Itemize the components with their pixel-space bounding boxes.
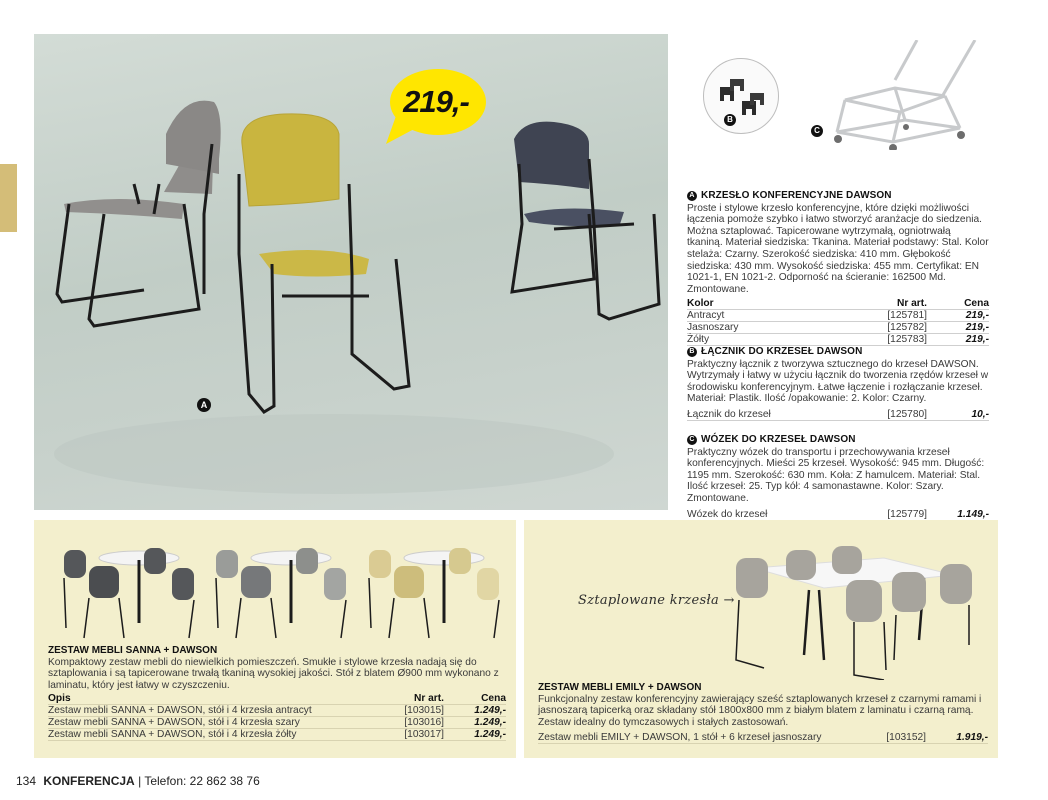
product-description: Praktyczny łącznik z tworzywa sztucznego do krzeseł DAWSON. Wytrzymały i łatwy w użyciu łącznik do tworzenia rzędów krzeseł w środowisku konferencyjnym. Łatwe łączenie i rozłączanie krzeseł. Materiał: Plastik. Ilość /opakowanie: 2. Kolor: Czarny. [687,358,989,405]
chair-anthracite [512,122,659,319]
product-lacznik-dawson [687,346,989,421]
marker-icon-c: C [687,435,697,445]
chair-cart-photo [825,40,995,150]
set-title: ZESTAW MEBLI EMILY + DAWSON [538,682,702,693]
product-description: Praktyczny wózek do transportu i przechowywania krzeseł konferencyjnych. Mieści 25 krzeseł. Wysokość: 945 mm. Długość: 1195 mm. Szerokość: 630 mm. Koła: Z hamulcem. Materiał: Stal. Ilość krzeseł: 25. Typ kół: 4 samonastawne. Kolor: Szary. Zmontowane. [687,446,985,504]
chair-yellow [239,114,409,412]
table-row: Zestaw mebli SANNA + DAWSON, stół i 4 krzesła żółty [103017] 1.249,- [48,729,506,741]
hero-photo-dawson-chairs [34,34,668,510]
stackable-chairs-annotation: Sztaplowane krzesła → [578,593,735,608]
sanna-set-zolty [369,548,499,638]
product-description: Proste i stylowe krzesło konferencyjne, które dzięki możliwości łączenia pomoże szybko i łatwo stworzyć aranżacje do siedzenia. Można sztaplować. Tapicerowane wytrzymałą, ogniotrwałą tkaniną. Materiał siedziska: Tkanina. Materiał podstawy: Stal. Kolor stelaża: Czarny. Szerokość siedziska: 410 mm. Głębokość siedziska: 430 mm. Wysokość siedziska: 455 mm. Certyfikat: EN 1021-1, EN 1021-2. Odporność na ścieranie: 162500 Md. Zmontowane. [687,202,989,295]
table-header: Kolor Nr art. Cena [687,298,989,310]
product-wozek-dawson [687,434,989,521]
section-tab-marker [0,164,17,232]
section-name: KONFERENCJA [43,774,135,788]
product-title: B ŁĄCZNIK DO KRZESEŁ DAWSON [687,346,989,358]
arrow-right-icon: → [723,593,735,608]
set-sanna-text [48,645,506,741]
set-emily-panel [524,520,998,758]
marker-b: B [724,114,736,126]
marker-c: C [811,125,823,137]
price-callout [376,66,496,146]
product-title: C WÓZEK DO KRZESEŁ DAWSON [687,434,989,446]
product-title: A KRZESŁO KONFERENCYJNE DAWSON [687,190,989,202]
marker-icon-b: B [687,347,697,357]
product-krzeslo-dawson [687,190,989,346]
table-header: Opis Nr art. Cena [48,693,506,705]
phone-number: Telefon: 22 862 38 76 [144,774,260,788]
price-callout-value: 219,- [403,84,469,119]
marker-a: A [197,398,211,412]
page-footer [16,774,260,788]
footer-separator: | [138,774,142,788]
set-title: ZESTAW MEBLI SANNA + DAWSON [48,645,218,656]
connector-photo [703,58,779,134]
set-emily-text [538,682,988,744]
table-row: Antracyt [125781] 219,- [687,310,989,322]
page-number: 134 [16,774,37,788]
set-description: Funkcjonalny zestaw konferencyjny zawierający sześć sztaplowanych krzeseł z czarnymi ramami i jasnoszarą tapicerką oraz składany stół 1800x800 mm z białym blatem z laminatu i czarną ramą. Zestaw idealny do tymczasowych i stałych zastosowań. [538,693,982,728]
table-row: Jasnoszary [125782] 219,- [687,322,989,334]
sanna-sets-photo [34,538,516,648]
sanna-set-antracyt [64,548,194,638]
table-row: Zestaw mebli SANNA + DAWSON, stół i 4 krzesła szary [103016] 1.249,- [48,717,506,729]
table-row: Żółty [125783] 219,- [687,334,989,346]
sanna-set-szary [216,548,346,638]
table-row: Zestaw mebli EMILY + DAWSON, 1 stół + 6 krzeseł jasnoszary [103152] 1.919,- [538,732,988,744]
set-description: Kompaktowy zestaw mebli do niewielkich pomieszczeń. Smukłe i stylowe krzesła nadają się do sztaplowania i są tapicerowane trwałą tkaniną wysokiej jakości. Stół z blatem Ø900 mm wykonano z laminatu, który jest łatwy w czyszczeniu. [48,656,499,691]
chair-grey [57,101,221,326]
marker-icon-a: A [687,191,697,201]
set-sanna-panel [34,520,516,758]
table-row: Wózek do krzeseł [125779] 1.149,- [687,508,989,520]
table-row: Zestaw mebli SANNA + DAWSON, stół i 4 krzesła antracyt [103015] 1.249,- [48,705,506,717]
chairs-illustration [34,34,668,510]
table-row: Łącznik do krzeseł [125780] 10,- [687,408,989,420]
